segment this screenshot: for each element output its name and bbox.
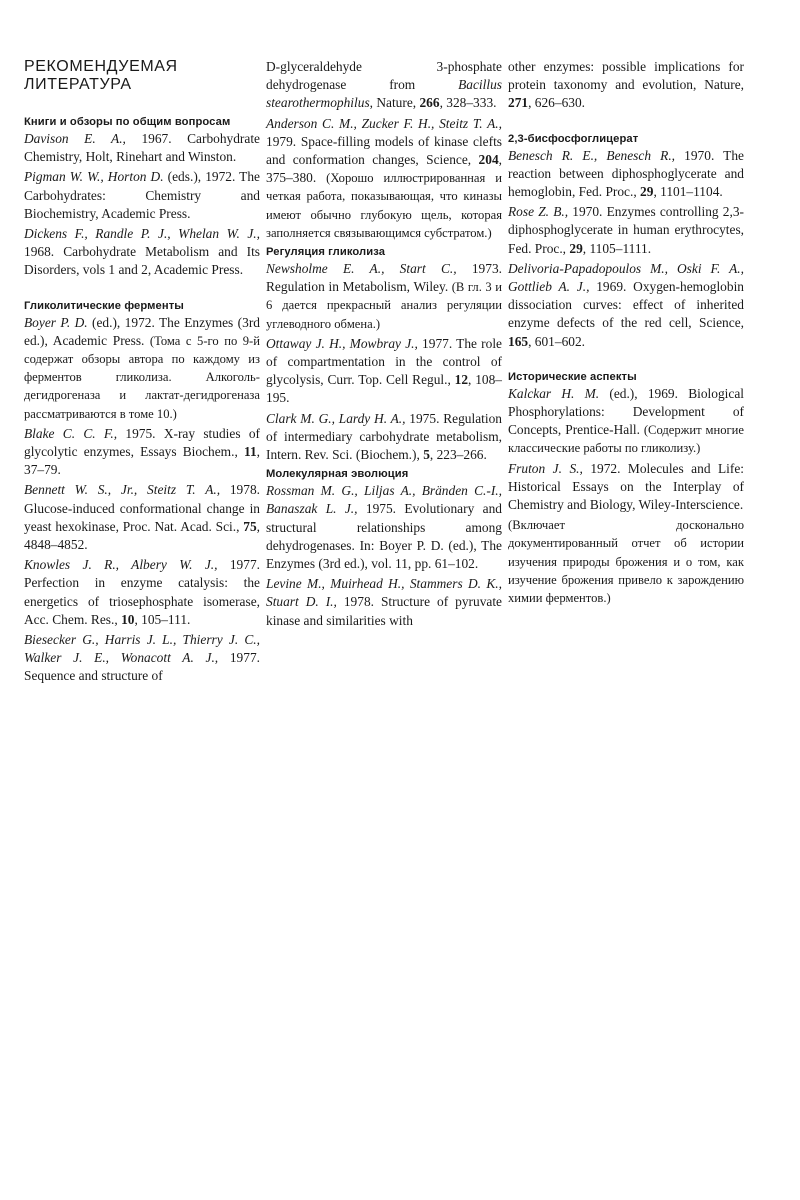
reference-authors: Blake C. C. F., — [24, 425, 118, 441]
reference-entry — [24, 168, 260, 223]
column-right — [508, 58, 744, 609]
reference-volume: 75 — [243, 518, 257, 534]
reference-pages: , 601–602. — [528, 333, 586, 349]
reference-text: 1973. Regulation in Metabolism, Wiley. — [266, 261, 502, 295]
reference-pages: , 1105–1111. — [582, 240, 652, 256]
reference-text: 1977. Sequence and structure of — [24, 650, 260, 684]
reference-authors: Clark M. G., Lardy H. A., — [266, 410, 406, 426]
reference-continuation — [266, 58, 502, 113]
section-title-history: Исторические аспекты — [508, 370, 637, 383]
reference-entry — [508, 203, 744, 258]
section-title-evolution: Молекулярная эволюция — [266, 468, 409, 481]
reference-entry — [266, 335, 502, 408]
reference-annotation: (Включает досконально документированный отчет об истории изучения природы брожения и о том, как изучение брожения привело к зарождению химии ферментов.) — [508, 518, 744, 606]
reference-text: D-glyceraldehyde 3-phosphate dehydrogenase from — [266, 59, 502, 93]
reference-pages: , 1101–1104. — [653, 184, 723, 200]
column-left — [24, 58, 260, 688]
reference-authors: Rossman M. G., Liljas A., Bränden C.-I., Banaszak L. J., — [266, 483, 502, 517]
reference-entry — [24, 481, 260, 554]
reference-authors: Delivoria-Papadopoulos M., Oski F. A., Gottlieb A. J., — [508, 260, 744, 295]
reference-entry — [508, 260, 744, 351]
reference-text: (ed.), 1972. The Enzymes (3rd ed.), Academic Press. — [24, 314, 260, 348]
reference-entry — [266, 115, 502, 242]
reference-entry — [266, 482, 502, 573]
reference-authors: Benesch R. E., Benesch R., — [508, 147, 676, 163]
reference-entry — [24, 314, 260, 423]
reference-authors: Kalckar H. M. — [508, 385, 600, 401]
reference-text: (ed.), 1969. Biological Phosphorylations: Development of Concepts, Prentice-Hall. — [508, 385, 744, 438]
reference-text: 1972. Molecules and Life: Historical Essays on the Interplay of Chemistry and Biology, Wiley-Interscience. — [508, 460, 745, 513]
reference-entry — [266, 575, 502, 630]
reference-text: 1975. Evolutionary and structural relationships among dehydrogenases. In: Boyer P. D. (ed.), The Enzymes (3rd ed.), vol. 11, pp. 61–102. — [266, 501, 502, 572]
reference-text: 1967. Carbohydrate Chemistry, Holt, Rinehart and Winston. — [24, 131, 260, 165]
title-line-2: ЛИТЕРАТУРА — [24, 76, 132, 93]
reference-text: 1979. Space-filling models of kinase clefts and conformation changes, Science, — [266, 133, 502, 168]
reference-text: 1978. Glucose-induced conformational change in yeast hexokinase, Proc. Nat. Acad. Sci., — [24, 482, 260, 534]
reference-pages: , 223–266. — [429, 447, 487, 463]
reference-authors: Boyer P. D. — [24, 314, 88, 330]
reference-organism: Bacillus stearothermophilus — [266, 77, 502, 111]
reference-pages: , 375–380. — [266, 152, 502, 186]
reference-text: 1975. X-ray studies of glycolytic enzymes, Essays Biochem., — [24, 425, 260, 460]
reference-continuation — [508, 58, 744, 113]
reference-pages: , 328–333. — [439, 95, 497, 111]
reference-volume: 271 — [508, 95, 529, 111]
reference-text: , Nature, — [369, 95, 420, 111]
reference-pages: , 105–111. — [134, 611, 191, 627]
section-title-glycolytic: Гликолитические ферменты — [24, 299, 184, 312]
reference-text: 1978. Structure of pyruvate kinase and similarities with — [266, 594, 503, 628]
reference-entry — [24, 556, 260, 629]
reference-volume: 10 — [121, 611, 135, 627]
reference-annotation: (Хорошо иллюстрированная и четкая работа, показывающая, что киназы имеют обычно глубокую щель, которая заполняется связывающимся субстратом.) — [266, 171, 502, 240]
reference-annotation: (Содержит многие классические работы по гликолизу.) — [508, 423, 744, 456]
reference-authors: Newsholme E. A., Start C., — [266, 261, 457, 277]
reference-pages: , 4848–4852. — [24, 518, 260, 553]
reference-authors: Pigman W. W., Horton D. — [24, 169, 164, 185]
reference-volume: 29 — [569, 240, 583, 256]
reference-volume: 165 — [508, 333, 529, 349]
reference-volume: 266 — [419, 95, 440, 111]
reference-text: 1968. Carbohydrate Metabolism and Its Disorders, vols 1 and 2, Academic Press. — [24, 244, 260, 278]
reference-entry — [24, 225, 260, 280]
reference-annotation: (В гл. 3 и 6 дается прекрасный анализ регуляции углеводного обмена.) — [266, 280, 502, 331]
reference-authors: Rose Z. B., — [508, 204, 569, 220]
section-title-bpg: 2,3-бисфосфоглицерат — [508, 132, 639, 145]
reference-pages: , 626–630. — [528, 95, 586, 111]
reference-text: other enzymes: possible implications for protein taxonomy and evolution, Nature, — [508, 59, 744, 93]
reference-entry — [508, 460, 744, 515]
reference-pages: , 37–79. — [24, 444, 260, 478]
reference-authors: Ottaway J. H., Mowbray J., — [266, 335, 418, 351]
page-title — [24, 58, 260, 94]
reference-entry — [508, 385, 744, 458]
reference-entry — [24, 130, 260, 166]
reference-authors: Davison E. A., — [24, 131, 126, 146]
reference-authors: Dickens F., Randle P. J., Whelan W. J., — [24, 226, 260, 242]
reference-volume: 29 — [640, 184, 654, 200]
reference-authors: Knowles J. R., Albery W. J., — [24, 557, 218, 573]
reference-entry — [266, 260, 502, 333]
reference-annotation: (Тома с 5-го по 9-й содержат обзоры автора по каждому из ферментов гликолиза. Алкоголь-дегидрогеназа и лактат-дегидрогеназа рассматриваются в томе 10.) — [24, 333, 260, 421]
reference-volume: 11 — [243, 444, 257, 460]
reference-text: 1977. The role of compartmentation in the control of glycolysis, Curr. Top. Cell Regul., — [266, 335, 502, 388]
reference-volume: 204 — [478, 152, 499, 168]
column-middle — [266, 58, 502, 632]
reference-authors: Anderson C. M., Zucker F. H., Steitz T. A., — [266, 115, 502, 131]
reference-entry — [24, 631, 260, 686]
reference-text: 1977. Perfection in enzyme catalysis: the energetics of triosephosphate isomerase, Acc. Chem. Res., — [24, 557, 260, 627]
reference-text: 1969. Oxygen-hemoglobin dissociation curves: effect of inherited enzyme defects of the red cell, Science, — [508, 279, 744, 331]
reference-pages: , 108–195. — [266, 372, 502, 406]
reference-entry — [24, 425, 260, 480]
reference-text: 1975. Regulation of intermediary carbohydrate metabolism, Intern. Rev. Sci. (Biochem.), — [266, 410, 502, 463]
reference-volume: 12 — [454, 372, 469, 388]
reference-authors: Biesecker G., Harris J. L., Thierry J. C., Walker J. E., Wonacott A. J., — [24, 632, 260, 666]
reference-entry — [508, 147, 744, 202]
reference-entry — [266, 410, 502, 465]
reference-text: (eds.), 1972. The Carbohydrates: Chemistry and Biochemistry, Academic Press. — [24, 169, 260, 221]
reference-volume: 5 — [423, 447, 430, 463]
reference-authors: Fruton J. S., — [508, 460, 583, 476]
reference-authors: Bennett W. S., Jr., Steitz T. A., — [24, 482, 221, 498]
title-line-1: РЕКОМЕНДУЕМАЯ — [24, 58, 178, 75]
reference-authors: Levine M., Muirhead H., Stammers D. K., Stuart D. I., — [266, 576, 502, 610]
section-title-regulation: Регуляция гликолиза — [266, 246, 386, 259]
reference-text: 1970. Enzymes controlling 2,3-diphosphoglycerate in human erythrocytes, Fed. Proc., — [508, 204, 744, 256]
reference-text: 1970. The reaction between diphosphoglycerate and hemoglobin, Fed. Proc., — [508, 147, 744, 200]
section-title-books: Книги и обзоры по общим вопросам — [24, 116, 231, 128]
